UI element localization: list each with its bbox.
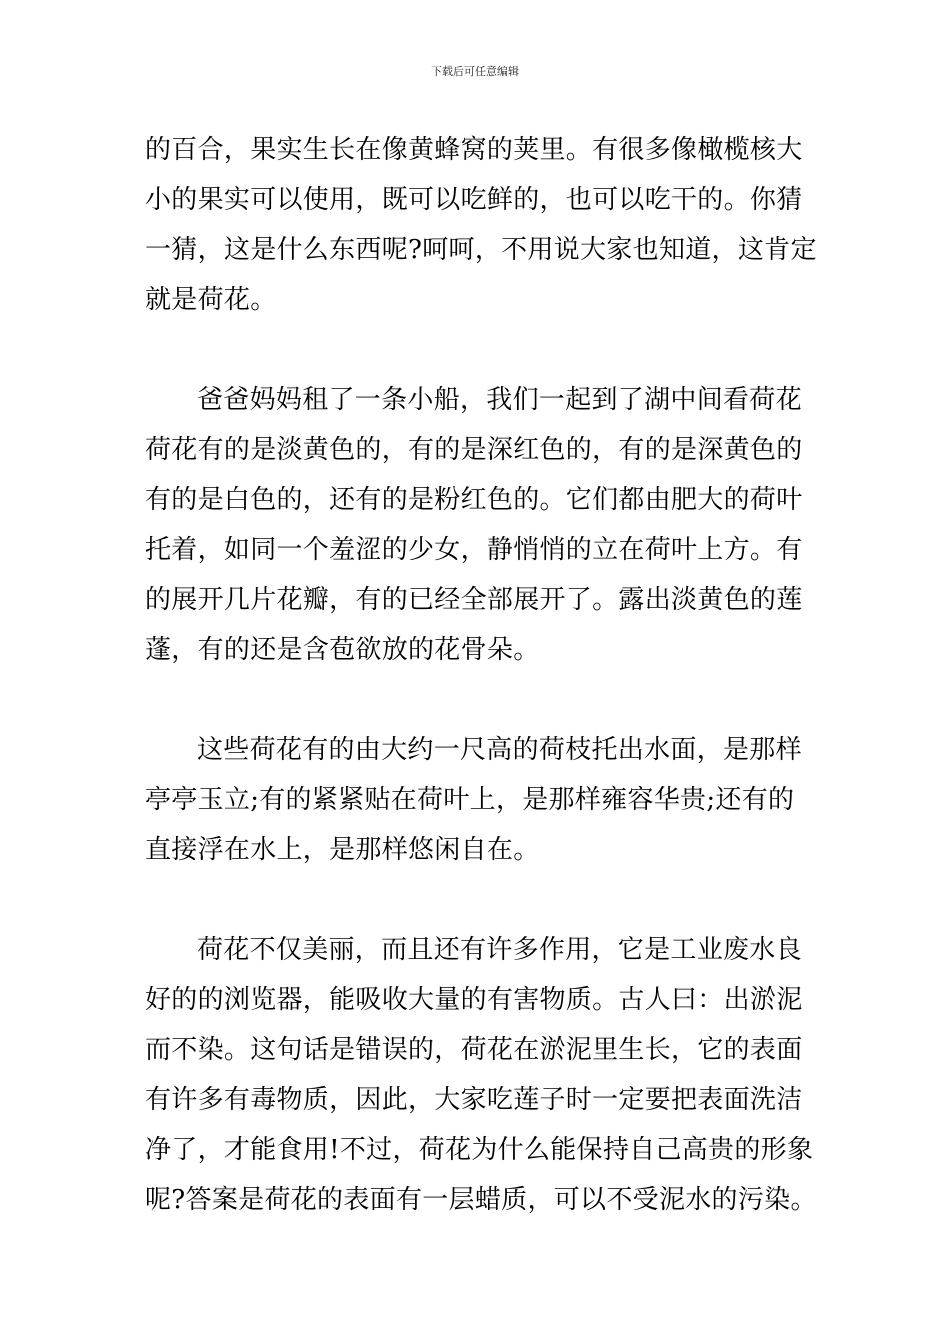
paragraph-2-line-2: 荷花有的是淡黄色的，有的是深红色的，有的是深黄色的 <box>145 435 803 465</box>
paragraph-4-line-5: 净了，才能食用!不过，荷花为什么能保持自己高贵的形象 <box>145 1135 814 1165</box>
paragraph-4-line-1: 荷花不仅美丽，而且还有许多作用，它是工业废水良 <box>197 935 802 965</box>
paragraph-2-line-1: 爸爸妈妈租了一条小船，我们一起到了湖中间看荷花 <box>197 385 802 415</box>
page-header-note: 下载后可任意编辑 <box>431 65 519 78</box>
paragraph-1-line-2: 小的果实可以使用，既可以吃鲜的，也可以吃干的。你猜 <box>145 185 803 215</box>
paragraph-2-line-3: 有的是白色的，还有的是粉红色的。它们都由肥大的荷叶 <box>145 485 803 515</box>
paragraph-1-line-3: 一猜，这是什么东西呢?呵呵，不用说大家也知道，这肯定 <box>145 235 817 265</box>
paragraph-3-line-1: 这些荷花有的由大约一尺高的荷枝托出水面，是那样 <box>197 735 802 765</box>
paragraph-4-line-6: 呢?答案是荷花的表面有一层蜡质，可以不受泥水的污染。 <box>145 1185 817 1215</box>
paragraph-3-line-3: 直接浮在水上，是那样悠闲自在。 <box>145 835 540 865</box>
paragraph-1-line-1: 的百合，果实生长在像黄蜂窝的荚里。有很多像橄榄核大 <box>145 135 803 165</box>
paragraph-2-line-4: 托着，如同一个羞涩的少女，静悄悄的立在荷叶上方。有 <box>145 535 803 565</box>
paragraph-2-line-5: 的展开几片花瓣，有的已经全部展开了。露出淡黄色的莲 <box>145 585 803 615</box>
paragraph-1-line-4: 就是荷花。 <box>145 285 277 315</box>
paragraph-3-line-2: 亭亭玉立;有的紧紧贴在荷叶上，是那样雍容华贵;还有的 <box>145 785 795 815</box>
paragraph-4-line-2: 好的的浏览器，能吸收大量的有害物质。古人曰：出淤泥 <box>145 985 803 1015</box>
paragraph-4-line-3: 而不染。这句话是错误的，荷花在淤泥里生长，它的表面 <box>145 1035 803 1065</box>
paragraph-4-line-4: 有许多有毒物质，因此，大家吃莲子时一定要把表面洗洁 <box>145 1085 803 1115</box>
paragraph-2-line-6: 蓬，有的还是含苞欲放的花骨朵。 <box>145 635 540 665</box>
